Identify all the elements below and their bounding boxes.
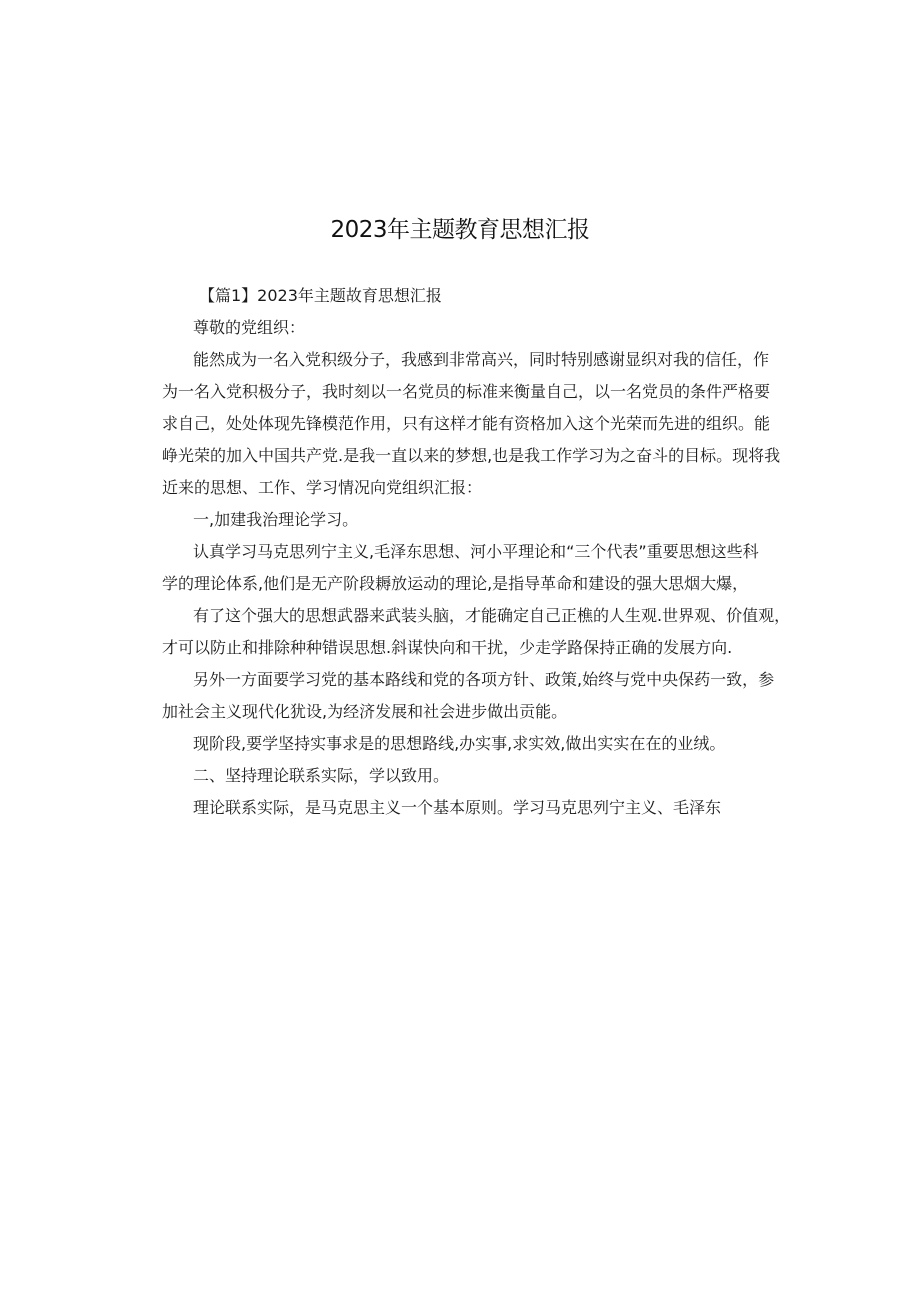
paragraph-line: 现阶段,要学坚持实事求是的思想路线,办实事,求实效,做出实实在在的业绒。 bbox=[193, 734, 726, 753]
section-heading: 【篇1】2023年主题故育思想汇报 bbox=[199, 286, 442, 305]
paragraph-line: 有了这个强大的思想武器来武装头脑，才能确定自己正樵的人生观.世界观、价值观， bbox=[193, 606, 791, 625]
paragraph-line: 理论联系实际，是马克思主义一个基本原则。学习马克思列宁主义、毛泽东 bbox=[193, 798, 722, 817]
paragraph-line: 近来的思想、工作、学习情况向党组织汇报： bbox=[162, 478, 483, 497]
subheading-2: 二、坚持理论联系实际，学以致用。 bbox=[193, 766, 450, 785]
paragraph-line: 峥光荣的加入中国共产党.是我一直以来的梦想,也是我工作学习为之奋斗的目标。现将我 bbox=[162, 446, 781, 465]
paragraph-line: 求自己，处处体现先锋模范作用，只有这样才能有资格加入这个光荣而先进的组织。能 bbox=[162, 414, 771, 433]
paragraph-line: 才可以防止和排除种种错误思想.斜谋快向和干扰，少走学路保持正确的发展方向. bbox=[162, 638, 733, 657]
subheading-1: 一,加建我治理论学习。 bbox=[193, 510, 359, 529]
paragraph-line: 加社会主义现代化犹设,为经济发展和社会进步做出贡能。 bbox=[162, 702, 568, 721]
paragraph-line: 认真学习马克思列宁主义,毛泽东思想、河小平理论和“三个代表”重要思想这些科 bbox=[193, 542, 759, 561]
paragraph-line: 能然成为一名入党积级分子，我感到非常高兴，同时特别感谢显织对我的信任，作 bbox=[193, 350, 770, 369]
salutation: 尊敬的党组织： bbox=[193, 318, 306, 337]
document-title: 2023年主题教育思想汇报 bbox=[330, 217, 590, 243]
paragraph-line: 学的理论体系,他们是无产阶段耨放运动的理论,是指导革命和建设的强大思烟大爆， bbox=[162, 574, 749, 593]
paragraph-line: 为一名入党积极分子，我时刻以一名党员的标准来衡量自己，以一名党员的条件严格要 bbox=[162, 382, 771, 401]
paragraph-line: 另外一方面要学习党的基本路线和党的各项方针、政策,始终与党中央保药一致，参 bbox=[193, 670, 775, 689]
